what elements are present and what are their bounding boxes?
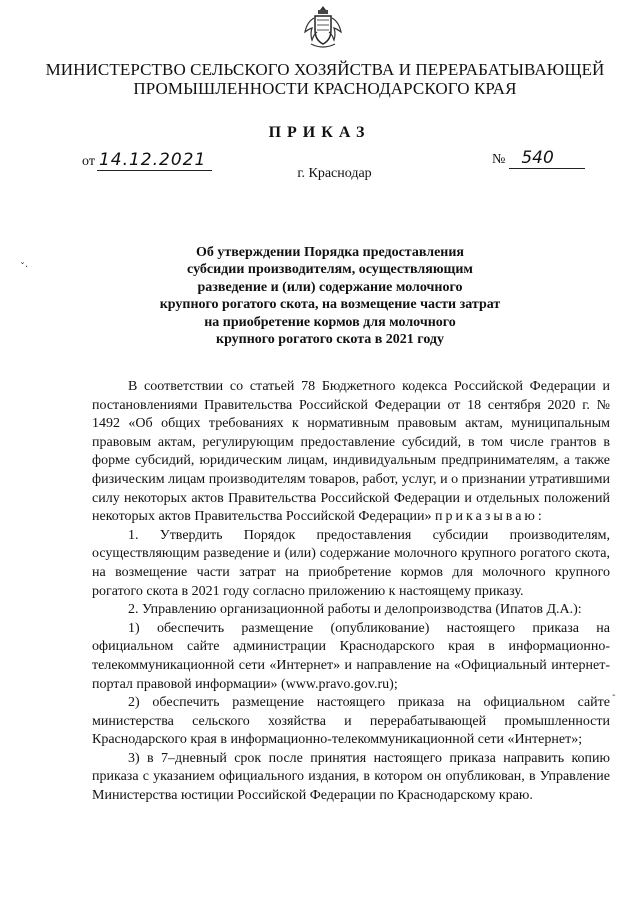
ministry-line-1: МИНИСТЕРСТВО СЕЛЬСКОГО ХОЗЯЙСТВА И ПЕРЕРАБАТЫВАЮЩЕЙ (45, 60, 605, 79)
ministry-line-2: ПРОМЫШЛЕННОСТИ КРАСНОДАРСКОГО КРАЯ (133, 79, 517, 98)
preamble-action: приказываю: (435, 509, 545, 525)
ministry-name (40, 60, 610, 98)
preamble-text: В соответствии со статьей 78 Бюджетного кодекса Российской Федерации и постановлениями Правительства Российской Федерации от 18 сентября 2020 г. № 1492 «Об общих требованиях к нормативным правовым актам, муниципальным правовым актам, регулирующим предоставление субсидий, в том числе грантов в форме субсидий, юридическим лицам, индивидуальным предпринимателям, а также физическим лицам производителям товаров, работ, услуг, и о признании утратившими силу некоторых актов Правительства Российской Федерации и отдельных положений некоторых актов Правительства Российской Федерации» (92, 379, 610, 525)
title-line: на приобретение кормов для молочного (204, 314, 456, 330)
body-paragraph: 3) в 7–дневный срок после принятия настоящего приказа направить копию приказа с указанием официального издания, в котором он опубликован, в Управление Министерства юстиции Российской Федерации по Краснодарскому краю. (92, 750, 610, 804)
body-paragraph: 2. Управлению организационной работы и делопроизводства (Ипатов Д.А.): (128, 602, 582, 618)
number-prefix: № (492, 152, 506, 167)
date-prefix: от (82, 154, 95, 169)
title-line: Об утверждении Порядка предоставления (195, 245, 465, 260)
scan-mark: - (612, 690, 616, 701)
title-line: крупного рогатого скота в 2021 году (216, 332, 444, 348)
date-value: 14.12.2021 (97, 150, 212, 171)
document-body (92, 378, 610, 806)
preamble-paragraph (92, 378, 610, 527)
scan-mark: ˇ· (20, 262, 29, 273)
document-type-heading: ПРИКАЗ (268, 124, 371, 141)
title-line: крупного рогатого скота, на возмещение части затрат (159, 297, 501, 313)
body-paragraph: 1) обеспечить размещение (опубликование) настоящего приказа на официальном сайте администрации Краснодарского края в информационно-телекоммуникационной сети «Интернет» и направление на «Официальный интернет-портал правовой информации» (www.pravo.gov.ru); (92, 620, 610, 692)
body-paragraph: 2) обеспечить размещение настоящего приказа на официальном сайте министерства сельского хозяйства и перерабатывающей промышленности Краснодарского края в информационно-телекоммуникационной сети «Интернет»; (92, 695, 610, 748)
body-paragraph: 1. Утвердить Порядок предоставления субсидии производителям, осуществляющим разведение и (или) содержание молочного крупного рогатого скота, на возмещение части затрат на приобретение кормов для молочного крупного рогатого скота в 2021 году согласно приложению к настоящему приказу. (92, 527, 610, 599)
city-label: г. Краснодар (297, 166, 372, 181)
title-line: субсидии производителям, осуществляющим (187, 262, 473, 278)
title-line: разведение и (или) содержание молочного (197, 279, 463, 295)
number-value: 540 (509, 148, 585, 169)
document-title (140, 244, 520, 348)
coat-of-arms-emblem (303, 4, 343, 50)
